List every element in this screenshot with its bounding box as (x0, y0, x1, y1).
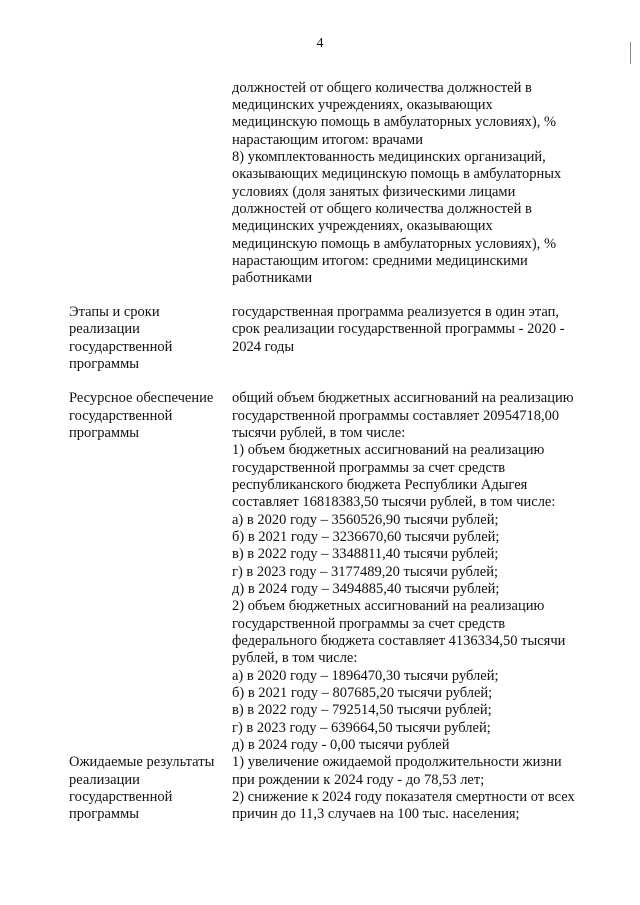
text-line: г) в 2023 году – 3177489,20 тысячи рублей; (232, 564, 498, 580)
text-line: работниками (232, 270, 313, 286)
text-line: д) в 2024 году – 3494885,40 тысячи рублей; (232, 581, 500, 597)
text-line: 2) объем бюджетных ассигнований на реализацию (232, 598, 545, 614)
text-line: срок реализации государственной программы - 2020 - (232, 321, 565, 337)
text-line: должностей от общего количества должностей в (232, 201, 532, 217)
text-line: нарастающим итогом: средними медицинскими (232, 253, 528, 269)
section-label-line: Ресурсное обеспечение (69, 390, 214, 406)
text-line: 1) объем бюджетных ассигнований на реализацию (232, 442, 545, 458)
section-label-line: программы (69, 425, 139, 441)
text-line: а) в 2020 году – 1896470,30 тысячи рублей; (232, 668, 499, 684)
text-line: составляет 16818383,50 тысячи рублей, в том числе: (232, 494, 556, 510)
text-line: б) в 2021 году – 807685,20 тысячи рублей; (232, 685, 493, 701)
section-label-line: Этапы и сроки (69, 304, 160, 320)
section-label-line: государственной (69, 408, 173, 424)
section-label-line: Ожидаемые результаты (69, 754, 215, 770)
text-line: медицинскую помощь в амбулаторных условиях), % (232, 236, 557, 252)
section-label-line: программы (69, 356, 139, 372)
section-label-line: государственной (69, 789, 173, 805)
text-line: в) в 2022 году – 3348811,40 тысячи рублей; (232, 546, 499, 562)
text-line: причин до 11,3 случаев на 100 тыс. населения; (232, 806, 520, 822)
text-line: тысячи рублей, в том числе: (232, 425, 406, 441)
text-line: а) в 2020 году – 3560526,90 тысячи рублей; (232, 512, 499, 528)
text-line: 1) увеличение ожидаемой продолжительности жизни (232, 754, 562, 770)
text-line: государственная программа реализуется в один этап, (232, 304, 560, 320)
text-line: 2) снижение к 2024 году показателя смертности от всех (232, 789, 575, 805)
section-label-line: государственной (69, 339, 173, 355)
text-line: условиях (доля занятых физическими лицами (232, 184, 516, 200)
section-label-line: программы (69, 806, 139, 822)
text-line: 8) укомплектованность медицинских организаций, (232, 149, 546, 165)
text-line: при рождении к 2024 году - до 78,53 лет; (232, 772, 485, 788)
text-line: г) в 2023 году – 639664,50 тысячи рублей; (232, 720, 491, 736)
text-line: общий объем бюджетных ассигнований на реализацию (232, 390, 574, 406)
text-line: нарастающим итогом: врачами (232, 132, 423, 148)
text-line: б) в 2021 году – 3236670,60 тысячи рублей; (232, 529, 500, 545)
text-line: государственной программы за счет средств (232, 460, 506, 476)
text-line: федерального бюджета составляет 4136334,50 тысячи (232, 633, 566, 649)
text-line: оказывающих медицинскую помощь в амбулаторных (232, 166, 562, 182)
text-line: должностей от общего количества должностей в (232, 80, 532, 96)
scan-edge-mark (630, 42, 631, 64)
section-label-line: реализации (69, 321, 140, 337)
text-line: медицинских учреждениях, оказывающих (232, 97, 493, 113)
text-line: медицинскую помощь в амбулаторных условиях), % (232, 114, 557, 130)
text-line: 2024 годы (232, 339, 295, 355)
page-number: 4 (316, 36, 324, 51)
text-line: государственной программы составляет 20954718,00 (232, 408, 560, 424)
text-line: медицинских учреждениях, оказывающих (232, 218, 493, 234)
text-line: республиканского бюджета Республики Адыгея (232, 477, 528, 493)
text-line: рублей, в том числе: (232, 650, 358, 666)
text-line: государственной программы за счет средств (232, 616, 506, 632)
section-label-line: реализации (69, 772, 140, 788)
text-line: д) в 2024 году - 0,00 тысячи рублей (232, 737, 450, 753)
text-line: в) в 2022 году – 792514,50 тысячи рублей; (232, 702, 492, 718)
